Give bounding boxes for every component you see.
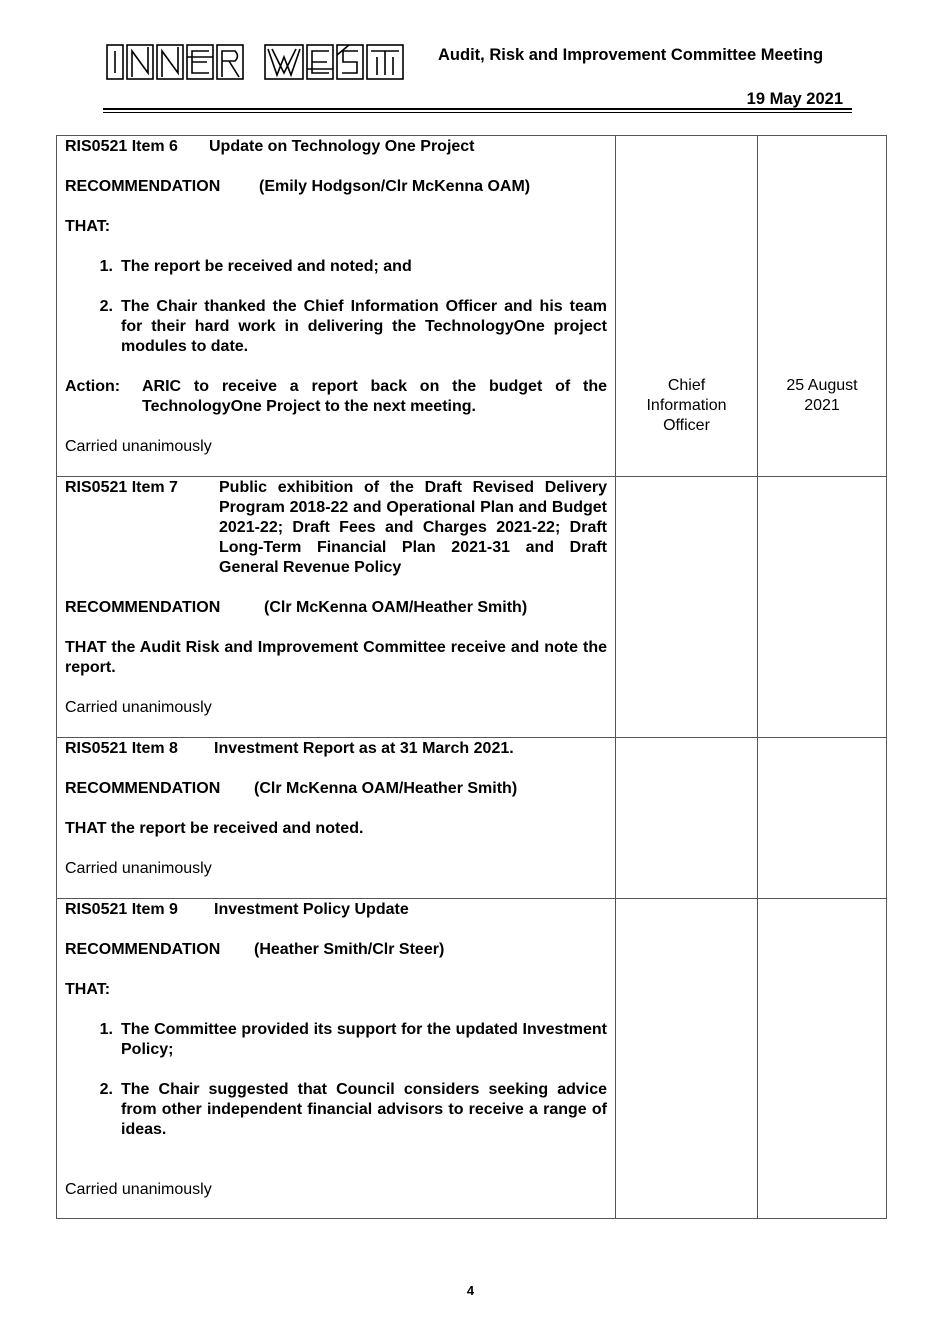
- recommendation-line: [65, 177, 607, 197]
- resolution-text: THAT the report be received and noted.: [65, 820, 364, 837]
- responsible-cell: [616, 136, 758, 477]
- responsible-cell: [616, 899, 758, 1219]
- list-number: 1.: [99, 258, 113, 275]
- header-rule-thin: [103, 112, 852, 113]
- responsible-cell: [616, 477, 758, 738]
- item-cell: [57, 738, 616, 899]
- recommendation-label: RECOMMENDATION: [65, 780, 221, 797]
- item-ref: RIS0521 Item 8: [65, 740, 178, 757]
- table-row: [57, 477, 887, 738]
- page-number: 4: [466, 1283, 475, 1298]
- responsible-cell: [616, 738, 758, 899]
- item-title: Investment Report as at 31 March 2021.: [214, 740, 514, 757]
- item-title: Update on Technology One Project: [209, 138, 475, 155]
- item-heading: [65, 900, 607, 920]
- item-title: Investment Policy Update: [214, 901, 409, 918]
- recommendation-label: RECOMMENDATION: [65, 599, 221, 616]
- item-title: Public exhibition of the Draft Revised Delivery Program 2018-22 and Operational Plan and Budget 2021-22; Draft Fees and Charges 2021-22; Draft Long-Term Financial Plan 2021-31 and Draft General Revenue Policy: [219, 479, 607, 576]
- item-heading: [65, 137, 607, 157]
- item-ref: RIS0521 Item 7: [65, 479, 178, 496]
- due-date-cell: [758, 477, 887, 738]
- item-ref: RIS0521 Item 9: [65, 901, 178, 918]
- resolution-list: [65, 1020, 607, 1140]
- due-date: 25 August 2021: [786, 377, 858, 414]
- that-label: THAT:: [65, 981, 111, 998]
- carried-status: Carried unanimously: [65, 1181, 212, 1198]
- meeting-date: 19 May 2021: [746, 90, 843, 108]
- recommendation-label: RECOMMENDATION: [65, 178, 221, 195]
- recommendation-movers: (Clr McKenna OAM/Heather Smith): [264, 599, 528, 616]
- list-number: 2.: [99, 1081, 113, 1098]
- table-row: [57, 899, 887, 1219]
- recommendation-movers: (Heather Smith/Clr Steer): [254, 941, 445, 958]
- due-date-cell: [758, 899, 887, 1219]
- header-rule: [103, 108, 852, 110]
- list-text: The report be received and noted; and: [121, 258, 412, 275]
- list-number: 1.: [99, 1021, 113, 1038]
- inner-west-logo: [105, 43, 410, 83]
- list-item: [65, 1080, 607, 1140]
- minutes-table: [56, 135, 887, 1219]
- list-text: The Chair suggested that Council considers seeking advice from other independent financial advisors to receive a range of ideas.: [121, 1081, 607, 1138]
- item-cell: [57, 899, 616, 1219]
- table-row: [57, 136, 887, 477]
- list-text: The Chair thanked the Chief Information Officer and his team for their hard work in delivering the TechnologyOne project modules to date.: [121, 298, 607, 355]
- carried-status: Carried unanimously: [65, 860, 212, 877]
- resolution-text: THAT the Audit Risk and Improvement Committee receive and note the report.: [65, 639, 607, 676]
- item-cell: [57, 477, 616, 738]
- list-item: [65, 1020, 607, 1060]
- recommendation-line: [65, 598, 607, 618]
- list-item: [65, 297, 607, 357]
- action-line: [65, 377, 607, 417]
- that-label: THAT:: [65, 218, 111, 235]
- table-row: [57, 738, 887, 899]
- carried-status: Carried unanimously: [65, 438, 212, 455]
- carried-status: Carried unanimously: [65, 699, 212, 716]
- action-text: ARIC to receive a report back on the budget of the TechnologyOne Project to the next meeting.: [142, 378, 607, 415]
- item-heading: [65, 739, 607, 759]
- item-heading: [65, 478, 607, 578]
- recommendation-line: [65, 940, 607, 960]
- due-date-cell: [758, 738, 887, 899]
- recommendation-movers: (Clr McKenna OAM/Heather Smith): [254, 780, 518, 797]
- resolution-list: [65, 257, 607, 357]
- recommendation-movers: (Emily Hodgson/Clr McKenna OAM): [259, 178, 531, 195]
- recommendation-label: RECOMMENDATION: [65, 941, 221, 958]
- action-label: Action:: [65, 378, 121, 395]
- item-cell: [57, 136, 616, 477]
- item-ref: RIS0521 Item 6: [65, 138, 178, 155]
- meeting-title: Audit, Risk and Improvement Committee Meeting: [438, 46, 824, 64]
- recommendation-line: [65, 779, 607, 799]
- due-date-cell: [758, 136, 887, 477]
- responsible-officer: Chief Information Officer: [646, 377, 727, 434]
- list-item: [65, 257, 607, 277]
- list-text: The Committee provided its support for the updated Investment Policy;: [121, 1021, 607, 1058]
- list-number: 2.: [99, 298, 113, 315]
